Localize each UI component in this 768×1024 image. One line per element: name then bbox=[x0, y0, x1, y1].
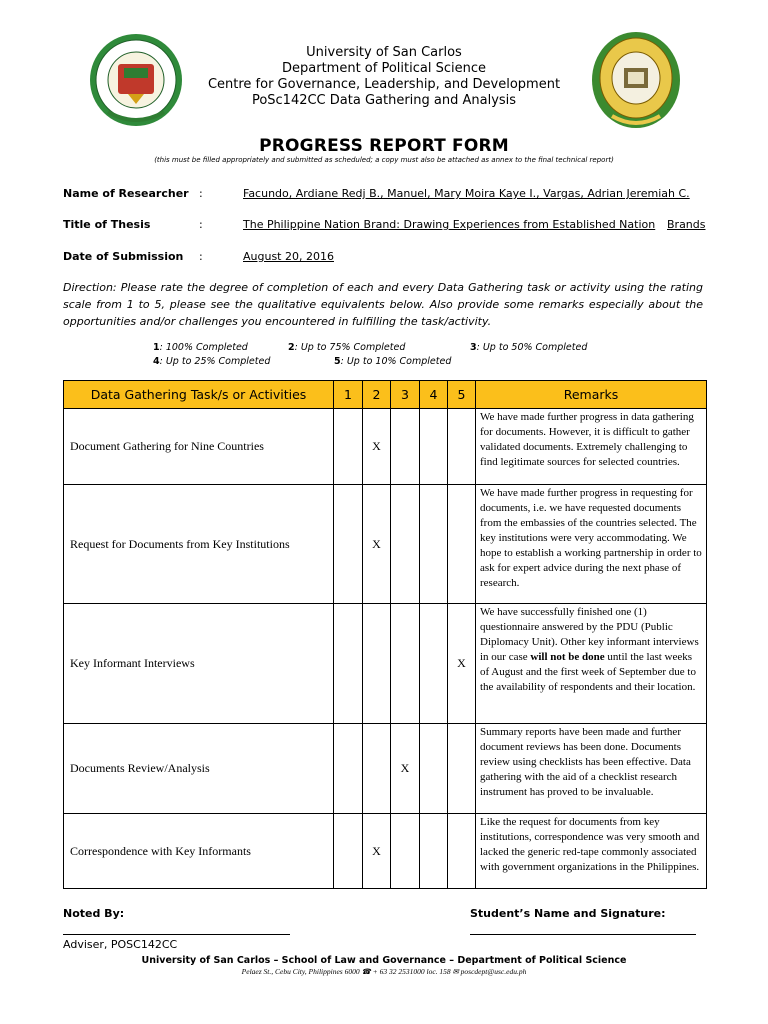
footer-institution: University of San Carlos – School of Law and Governance – Department of Political Science bbox=[141, 955, 627, 966]
adviser-label: Adviser, POSC142CC bbox=[63, 938, 178, 951]
rating-cell-4 bbox=[420, 485, 448, 604]
colon: : bbox=[199, 187, 203, 200]
rating-mark: X bbox=[363, 814, 391, 889]
table-header-row bbox=[64, 381, 707, 409]
scale-item: 1: 100% Completed bbox=[153, 342, 248, 353]
column-header-5: 5 bbox=[448, 381, 476, 409]
table-row bbox=[64, 724, 707, 814]
rating-cell-2 bbox=[363, 604, 391, 724]
scale-item: 3: Up to 50% Completed bbox=[470, 342, 588, 353]
date-label: Date of Submission bbox=[63, 250, 184, 263]
footer-contact: Pelaez St., Cebu City, Philippines 6000 ☎ + 63 32 2531000 loc. 158 ✉ poscdept@usc.edu.ph bbox=[241, 967, 527, 976]
centre-name: Centre for Governance, Leadership, and Development bbox=[207, 77, 561, 92]
table-row bbox=[64, 814, 707, 889]
rating-cell-1 bbox=[334, 724, 363, 814]
thesis-label: Title of Thesis bbox=[63, 218, 151, 231]
column-header-1: 1 bbox=[334, 381, 363, 409]
form-subtitle: (this must be filled appropriately and submitted as scheduled; a copy must also be attached as annex to the final technical report) bbox=[154, 156, 614, 164]
adviser-signature-line bbox=[63, 934, 290, 935]
remark-text: We have successfully finished one (1) questionnaire answered by the PDU (Public Diplomacy Unit). Other key informant interviews in our case will not be done until the last weeks of August and the first week of September due to the availability of respondents and their location. bbox=[476, 604, 707, 724]
rating-cell-5 bbox=[448, 485, 476, 604]
direction-text: Direction: Please rate the degree of completion of each and every Data Gathering task or activity using the rating scale from 1 to 5, please see the qualitative equivalents below. Also provide some remarks especially about the opportunities and/or challenges you encountered in fulfilling the task/activity. bbox=[63, 281, 703, 328]
department-name: Department of Political Science bbox=[282, 61, 486, 76]
rating-cell-4 bbox=[420, 604, 448, 724]
scale-item: 4: Up to 25% Completed bbox=[153, 356, 271, 367]
rating-cell-1 bbox=[334, 604, 363, 724]
colon: : bbox=[199, 250, 203, 263]
colon: : bbox=[199, 218, 203, 231]
column-header-4: 4 bbox=[420, 381, 448, 409]
rating-cell-3 bbox=[391, 409, 420, 485]
rating-cell-5 bbox=[448, 409, 476, 485]
remark-text: Summary reports have been made and further document reviews has been done. Documents review using checklists has been effective. Data gathering with the aid of a checklist research instrument has proved to be invaluable. bbox=[476, 724, 707, 814]
table-row bbox=[64, 409, 707, 485]
column-header-2: 2 bbox=[363, 381, 391, 409]
task-name: Correspondence with Key Informants bbox=[64, 814, 334, 889]
rating-cell-4 bbox=[420, 724, 448, 814]
task-name: Request for Documents from Key Institutions bbox=[64, 485, 334, 604]
form-title: PROGRESS REPORT FORM bbox=[259, 136, 509, 156]
column-header-remarks: Remarks bbox=[476, 381, 707, 409]
remark-text: We have made further progress in requesting for documents, i.e. we have requested documents from the embassies of the countries selected. The key institutions were very accommodating. We hope to establish a working partnership in order to ask for expert advice during the next phase of research. bbox=[476, 485, 707, 604]
progress-table bbox=[63, 380, 707, 889]
scale-item: 2: Up to 75% Completed bbox=[288, 342, 406, 353]
thesis-value-end: Brands bbox=[667, 218, 706, 231]
rating-mark: X bbox=[363, 409, 391, 485]
rating-cell-4 bbox=[420, 409, 448, 485]
researcher-label: Name of Researcher bbox=[63, 187, 189, 200]
rating-mark: X bbox=[448, 604, 476, 724]
rating-cell-1 bbox=[334, 814, 363, 889]
thesis-value: The Philippine Nation Brand: Drawing Experiences from Established Nation bbox=[243, 218, 656, 231]
student-signature-label: Student’s Name and Signature: bbox=[470, 907, 666, 920]
student-signature-line bbox=[470, 934, 696, 935]
table-row bbox=[64, 604, 707, 724]
table-row bbox=[64, 485, 707, 604]
task-name: Documents Review/Analysis bbox=[64, 724, 334, 814]
rating-cell-3 bbox=[391, 604, 420, 724]
rating-cell-4 bbox=[420, 814, 448, 889]
column-header-3: 3 bbox=[391, 381, 420, 409]
rating-cell-2 bbox=[363, 724, 391, 814]
task-name: Key Informant Interviews bbox=[64, 604, 334, 724]
task-name: Document Gathering for Nine Countries bbox=[64, 409, 334, 485]
rating-cell-3 bbox=[391, 485, 420, 604]
remark-emphasis: will not be done bbox=[530, 651, 605, 663]
column-header-task: Data Gathering Task/s or Activities bbox=[64, 381, 334, 409]
course-name: PoSc142CC Data Gathering and Analysis bbox=[251, 93, 517, 108]
rating-cell-3 bbox=[391, 814, 420, 889]
researcher-value: Facundo, Ardiane Redj B., Manuel, Mary Moira Kaye I., Vargas, Adrian Jeremiah C. bbox=[243, 187, 690, 200]
rating-cell-5 bbox=[448, 814, 476, 889]
noted-by-label: Noted By: bbox=[63, 907, 125, 920]
rating-cell-1 bbox=[334, 485, 363, 604]
rating-cell-5 bbox=[448, 724, 476, 814]
remark-text: We have made further progress in data gathering for documents. However, it is difficult to gather validated documents. Extremely challenging to find legitimate sources for selected countries. bbox=[476, 409, 707, 485]
date-value: August 20, 2016 bbox=[243, 250, 334, 263]
rating-mark: X bbox=[363, 485, 391, 604]
remark-text: Like the request for documents from key institutions, correspondence was very smooth and lacked the generic red-tape commonly associated with government organizations in the Philippines. bbox=[476, 814, 707, 889]
rating-mark: X bbox=[391, 724, 420, 814]
rating-cell-1 bbox=[334, 409, 363, 485]
university-name: University of San Carlos bbox=[306, 45, 462, 60]
scale-item: 5: Up to 10% Completed bbox=[334, 356, 452, 367]
